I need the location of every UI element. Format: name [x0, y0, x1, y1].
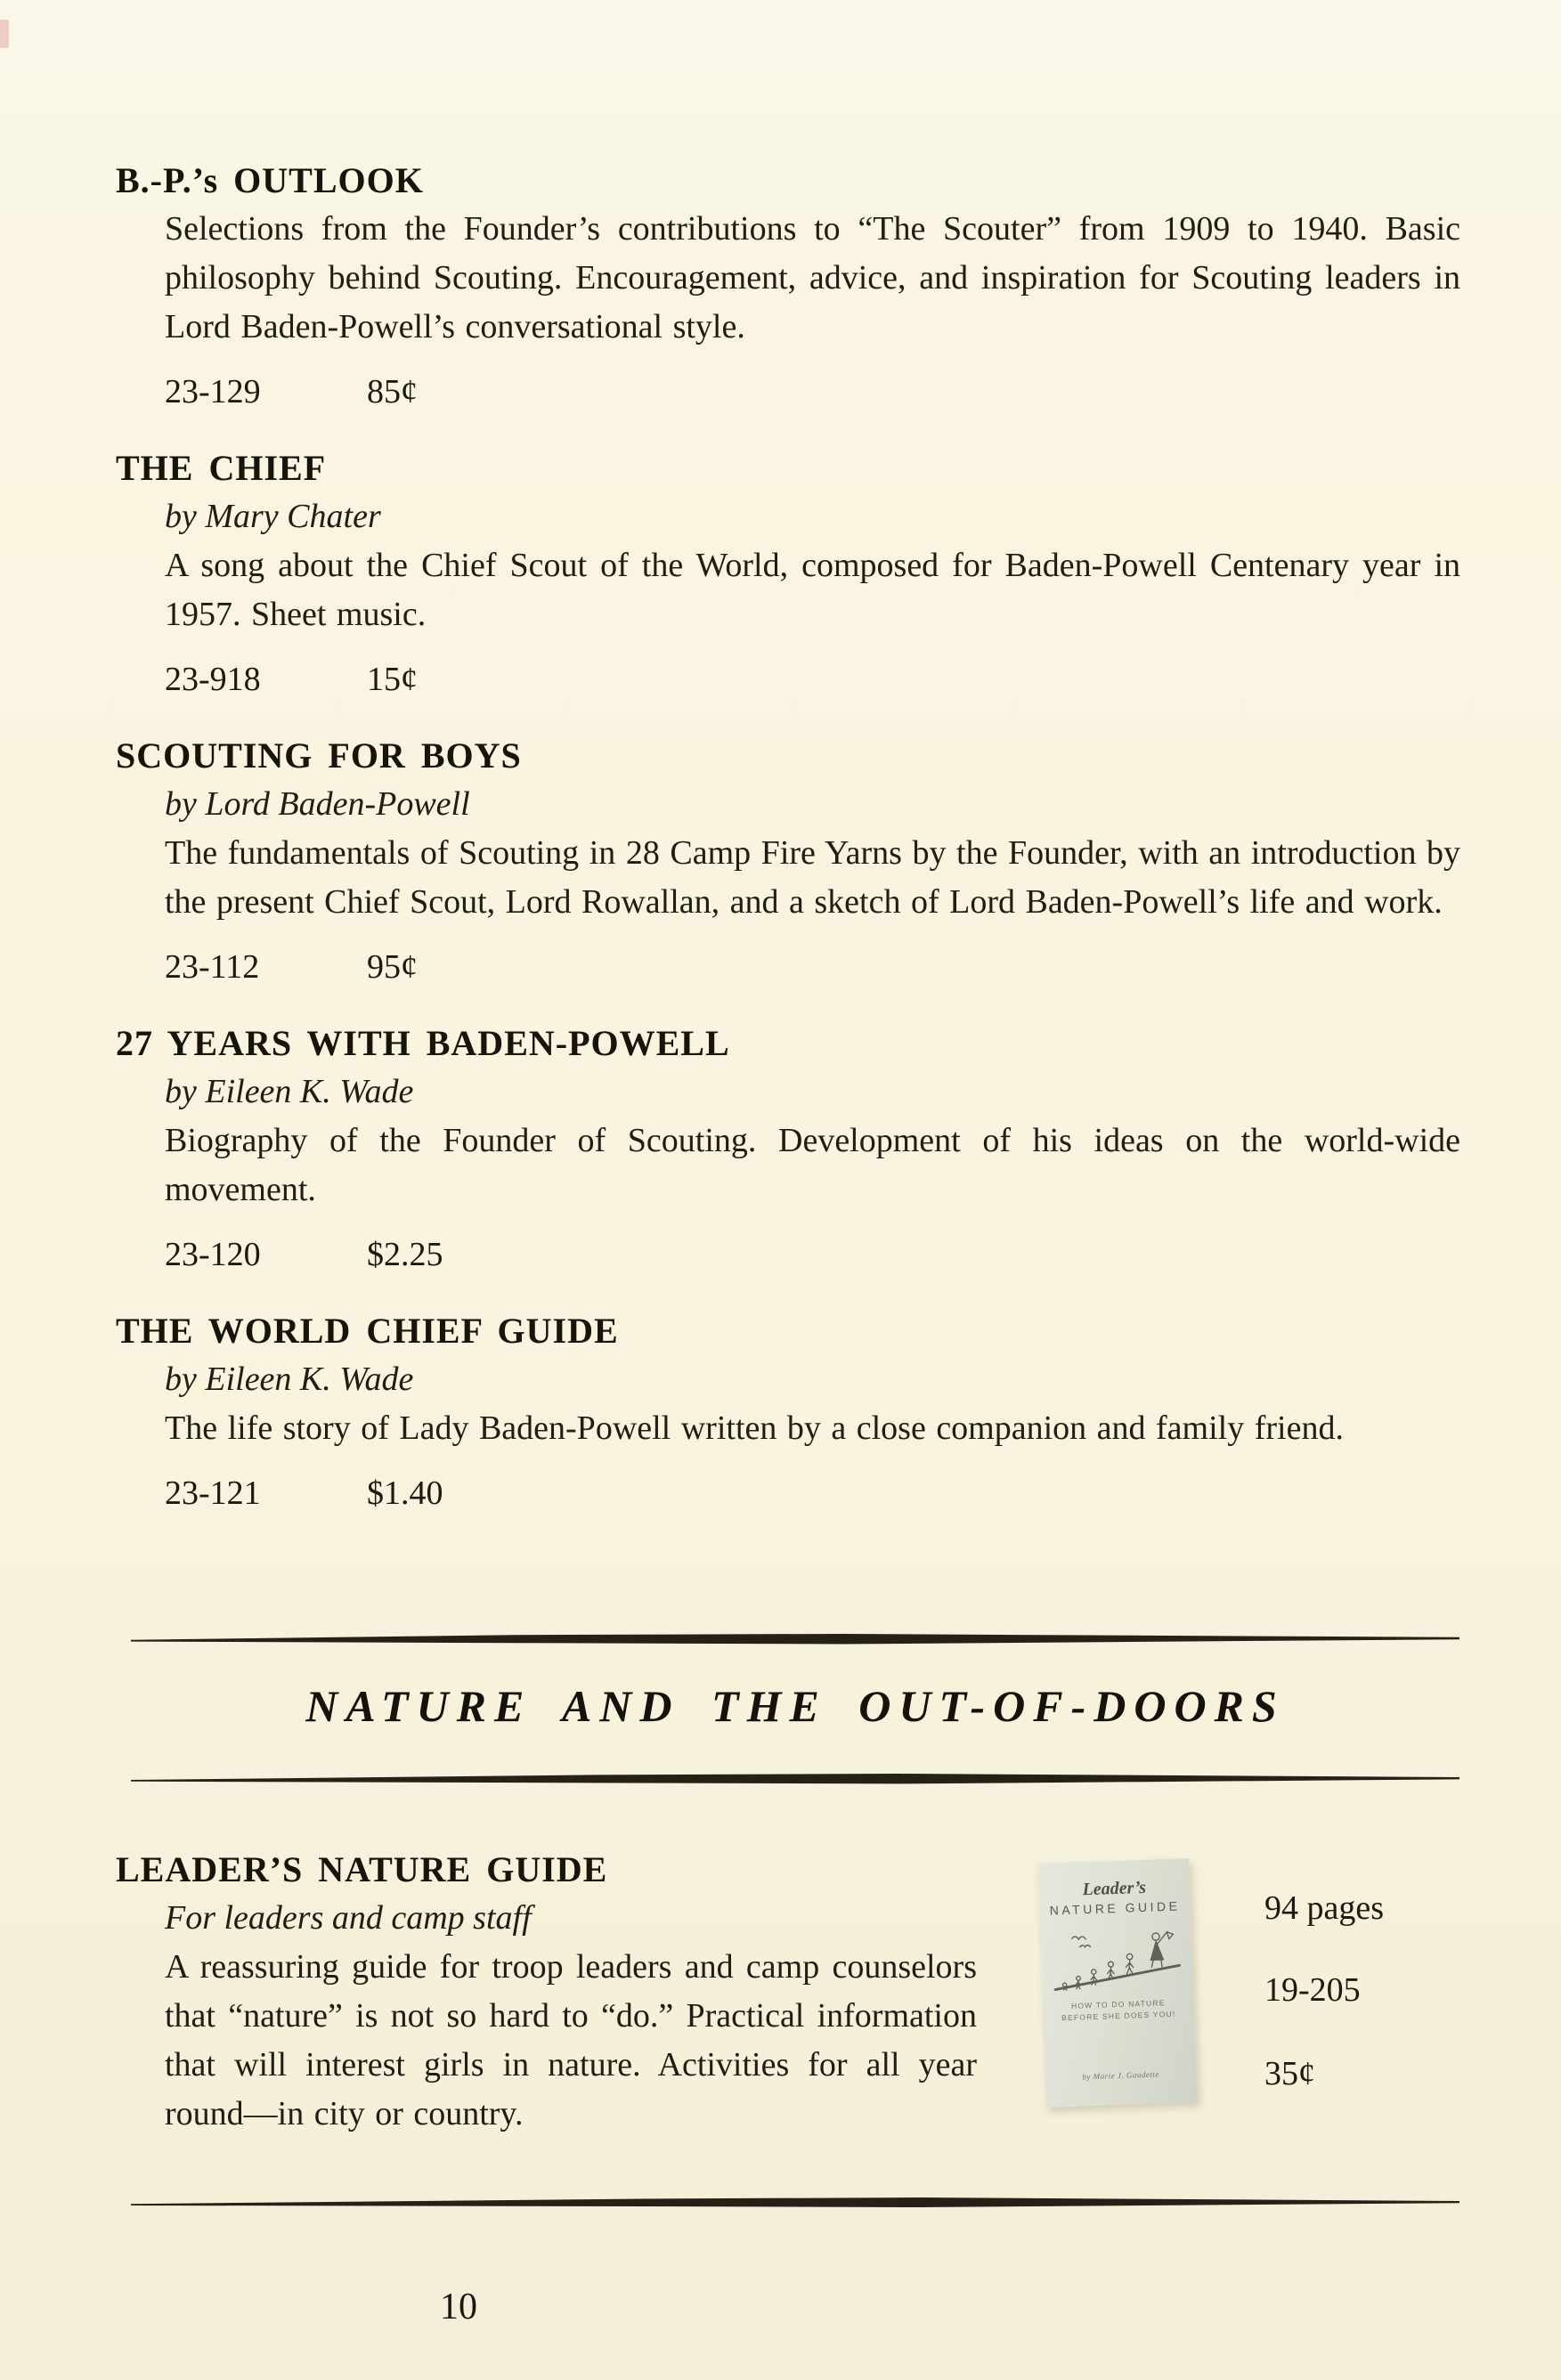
entry-description: Selections from the Founder’s contributions to “The Scouter” from 1909 to 1940. Basic philosophy behind Scouting. Encouragement, advice, and inspiration for Scouting leaders in Lord Baden-Powell’s conversational style. — [165, 210, 1460, 345]
entry-description: A song about the Chief Scout of the World, composed for Baden-Powell Centenary year in 1957. Sheet music. — [165, 547, 1460, 633]
price: 85¢ — [367, 373, 418, 410]
catalog-entry-leaders-nature-guide — [116, 1845, 1460, 2192]
tapered-rule-bottom — [131, 1774, 1459, 1784]
entry-code-line — [165, 1231, 1460, 1279]
price: 95¢ — [367, 948, 418, 986]
entry-author: by Eileen K. Wade — [165, 1073, 414, 1110]
entry-title: LEADER’S NATURE GUIDE — [116, 1849, 608, 1889]
section-divider — [131, 1634, 1459, 1785]
book-cover-script-title: Leader’s — [1082, 1877, 1147, 1900]
entry-description: Biography of the Founder of Scouting. Development of his ideas on the world-wide movement. — [165, 1122, 1460, 1208]
tagline-line-2: BEFORE SHE DOES YOU! — [1061, 2009, 1176, 2023]
scan-artifact — [0, 20, 9, 48]
catalog-number: 23-121 — [165, 1474, 261, 1512]
entry-code-line — [165, 655, 1460, 704]
entry-title: THE WORLD CHIEF GUIDE — [116, 1311, 619, 1351]
book-cover-byline: by Marie J. Gaudette — [1082, 2069, 1160, 2082]
entry-title: B.-P.’s OUTLOOK — [116, 160, 424, 200]
entry-author: by Mary Chater — [165, 498, 381, 535]
entry-code-line — [165, 1469, 1460, 1518]
entry-description: A reassuring guide for troop leaders and camp counselors that “nature” is not so hard to “do.” Practical information that will interest girls in nature. Activities for all year round—in city or country. — [165, 1948, 977, 2132]
tagline-line-1: HOW TO DO NATURE — [1070, 1998, 1166, 2010]
entry-subtitle: For leaders and camp staff — [165, 1899, 532, 1937]
price: 15¢ — [367, 661, 418, 698]
entry-author: by Eileen K. Wade — [165, 1361, 414, 1398]
entry-code-line — [165, 368, 1460, 417]
page-count: 94 pages — [1264, 1889, 1385, 1927]
entry-code-line — [165, 943, 1460, 992]
catalog-number: 23-129 — [165, 373, 261, 410]
book-cover-tagline — [1043, 1996, 1195, 2025]
price: $1.40 — [367, 1474, 443, 1512]
price: $2.25 — [367, 1236, 443, 1273]
catalog-entry-bp-outlook — [116, 156, 1460, 417]
entry-author: by Lord Baden-Powell — [165, 785, 470, 823]
catalog-entry-the-chief — [116, 443, 1460, 704]
catalog-number: 23-120 — [165, 1236, 261, 1273]
stick-figures-illustration — [1051, 1920, 1183, 1995]
catalog-number: 19-205 — [1264, 1971, 1361, 2009]
book-cover-title: NATURE GUIDE — [1049, 1898, 1181, 1918]
entry-title: SCOUTING FOR BOYS — [116, 735, 522, 776]
book-cover-image — [1037, 1858, 1197, 2108]
section-heading: NATURE AND THE OUT-OF-DOORS — [305, 1681, 1285, 1731]
catalog-number: 23-112 — [165, 948, 260, 986]
page-number: 10 — [440, 2287, 477, 2327]
catalog-number: 23-918 — [165, 661, 261, 698]
tapered-rule-top — [131, 1634, 1459, 1645]
catalog-entry-world-chief-guide — [116, 1306, 1460, 1518]
price: 35¢ — [1264, 2055, 1315, 2092]
entry-description: The fundamentals of Scouting in 28 Camp Fire Yarns by the Founder, with an introduction by the present Chief Scout, Lord Rowallan, and a sketch of Lord Baden-Powell’s life and work. — [165, 834, 1460, 921]
catalog-entry-scouting-for-boys — [116, 731, 1460, 992]
tapered-rule-footer — [131, 2197, 1459, 2208]
catalog-entry-27-years — [116, 1019, 1460, 1279]
entry-title: THE CHIEF — [116, 448, 327, 488]
entry-description: The life story of Lady Baden-Powell written by a close companion and family friend. — [165, 1409, 1344, 1447]
entry-title: 27 YEARS WITH BADEN-POWELL — [116, 1023, 730, 1063]
